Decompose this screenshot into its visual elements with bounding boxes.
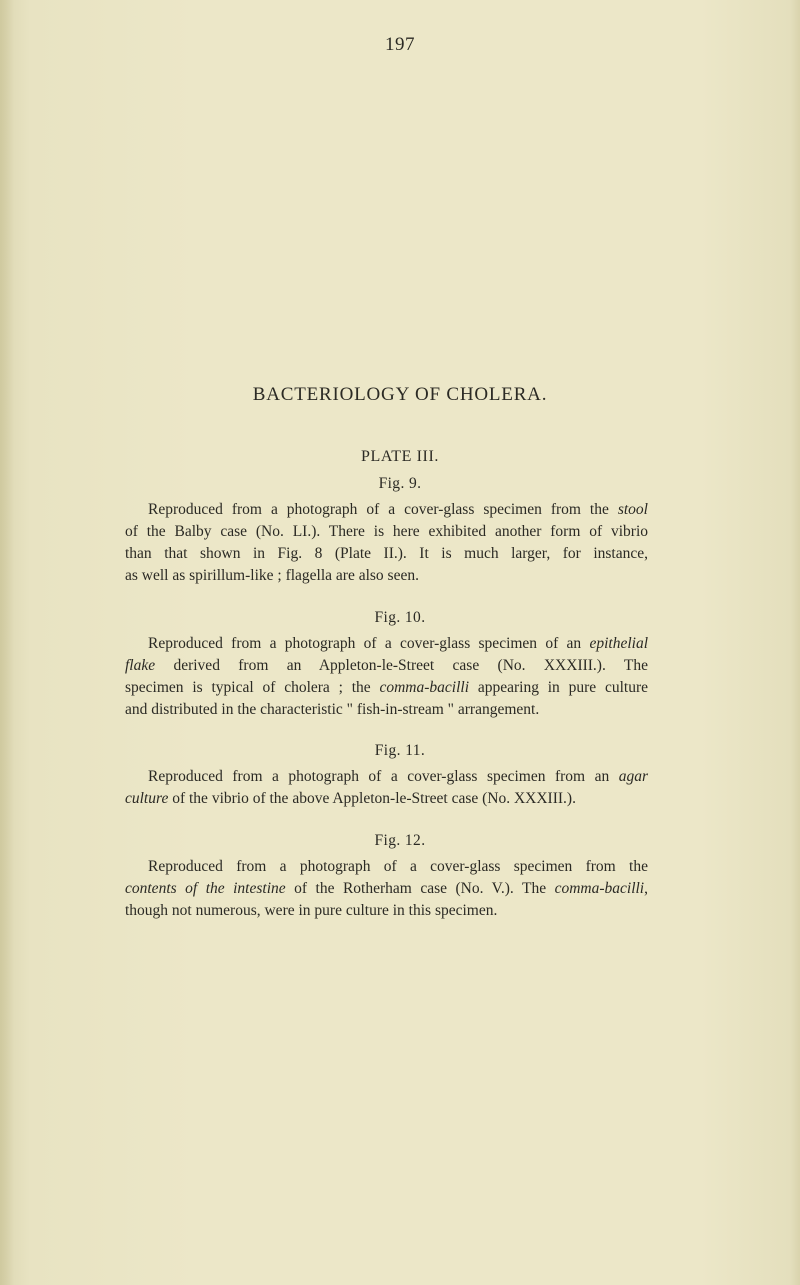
fig-12-line-2: contents of the intestine of the Rotherham case (No. V.). The comma-bacilli, [125, 880, 648, 897]
section-title: BACTERIOLOGY OF CHOLERA. [252, 384, 548, 405]
plate-heading: PLATE III. [361, 448, 439, 465]
fig-10-line-4: and distributed in the characteristic " fish-in-stream " arrangement. [125, 701, 540, 718]
fig-9-line-2: of the Balby case (No. LI.). There is here exhibited another form of vibrio [125, 523, 648, 540]
fig-10-line-3: specimen is typical of cholera ; the comma-bacilli appearing in pure culture [125, 679, 649, 696]
fig-9-line-1: Reproduced from a photograph of a cover-glass specimen from the stool [148, 501, 648, 518]
fig-9-line-4: as well as spirillum-like ; flagella are also seen. [125, 567, 419, 584]
fig-9-heading: Fig. 9. [378, 475, 422, 492]
fig-9-line-3: than that shown in Fig. 8 (Plate II.). It is much larger, for instance, [125, 545, 648, 562]
page-number: 197 [385, 34, 415, 55]
fig-10-line-1: Reproduced from a photograph of a cover-glass specimen of an epithelial [148, 635, 648, 652]
fig-12-heading: Fig. 12. [374, 832, 426, 849]
fig-12-line-1: Reproduced from a photograph of a cover-glass specimen from the [148, 858, 648, 875]
fig-10-heading: Fig. 10. [374, 609, 426, 626]
fig-12-line-3: though not numerous, were in pure culture in this specimen. [125, 902, 498, 919]
fig-11-line-1: Reproduced from a photograph of a cover-glass specimen from an agar [148, 768, 648, 785]
fig-11-line-2: culture of the vibrio of the above Appleton-le-Street case (No. XXXIII.). [125, 790, 576, 807]
fig-11-heading: Fig. 11. [374, 742, 426, 759]
page-gutter-shadow [0, 0, 14, 1285]
fig-10-line-2: flake derived from an Appleton-le-Street case (No. XXXIII.). The [125, 657, 648, 674]
